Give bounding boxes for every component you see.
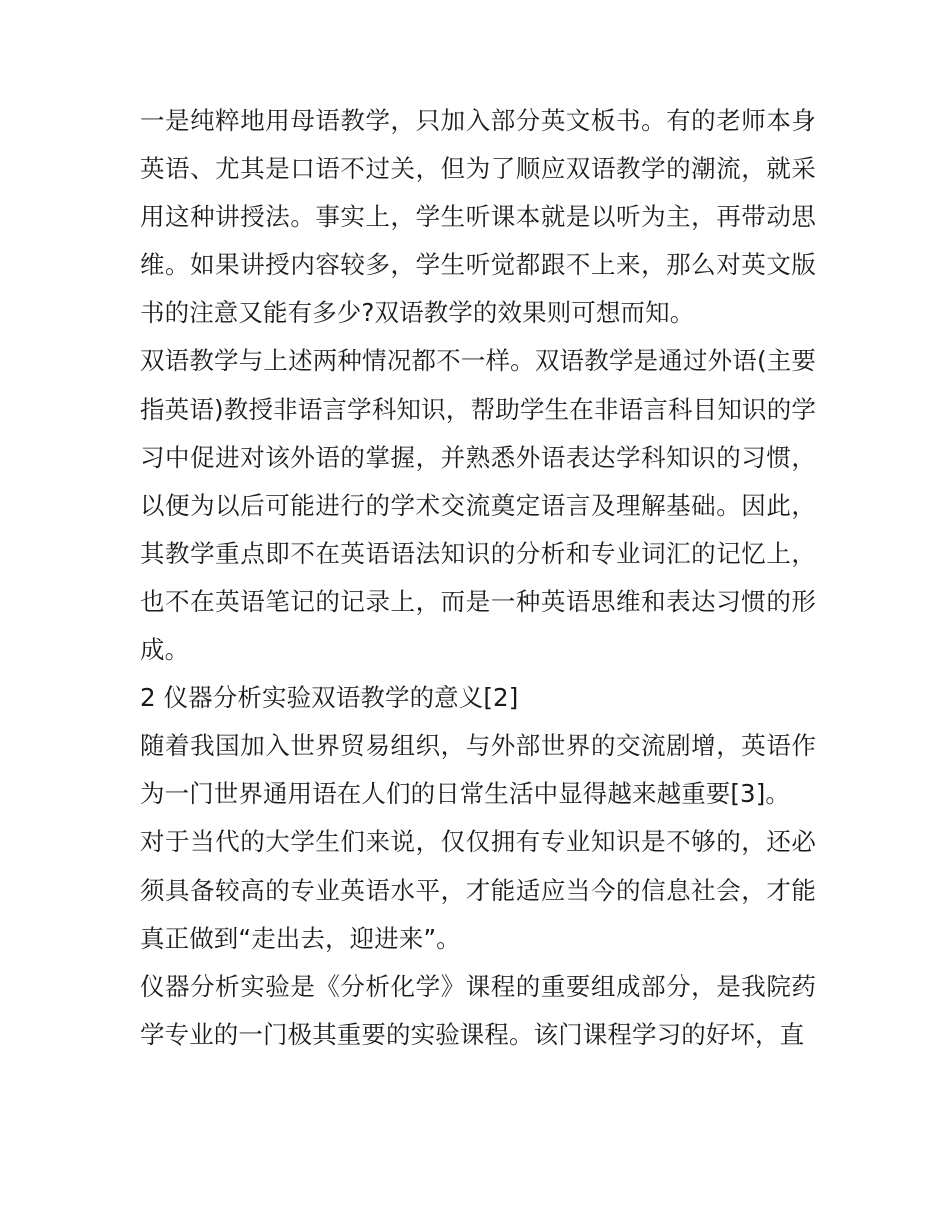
paragraph-wto-english: 随着我国加入世界贸易组织，与外部世界的交流剧增，英语作为一门世界通用语在人们的日常生活中显得越来越重要[3]。	[140, 731, 816, 809]
paragraph-college-students: 对于当代的大学生们来说，仅仅拥有专业知识是不够的，还必须具备较高的专业英语水平，才能适应当今的信息社会，才能真正做到“走出去，迎进来”。	[140, 827, 816, 953]
paragraph-bilingual-mother-tongue: 一是纯粹地用母语教学，只加入部分英文板书。有的老师本身英语、尤其是口语不过关，但为了顺应双语教学的潮流，就采用这种讲授法。事实上，学生听课本就是以听为主，再带动思维。如果讲授内容较多，学生听觉都跟不上来，那么对英文版书的注意又能有多少?双语教学的效果则可想而知。	[140, 106, 816, 328]
paragraph-instrument-analysis: 仪器分析实验是《分析化学》课程的重要组成部分，是我院药学专业的一门极其重要的实验课程。该门课程学习的好坏，直	[140, 971, 816, 1049]
section-heading: 2 仪器分析实验双语教学的意义[2]	[140, 683, 519, 713]
paragraph-bilingual-definition: 双语教学与上述两种情况都不一样。双语教学是通过外语(主要指英语)教授非语言学科知识，帮助学生在非语言科目知识的学习中促进对该外语的掌握，并熟悉外语表达学科知识的习惯，以便为以后可能进行的学术交流奠定语言及理解基础。因此，其教学重点即不在英语语法知识的分析和专业词汇的记忆上，也不在英语笔记的记录上，而是一种英语思维和表达习惯的形成。	[140, 346, 816, 665]
document-body	[140, 97, 816, 1059]
